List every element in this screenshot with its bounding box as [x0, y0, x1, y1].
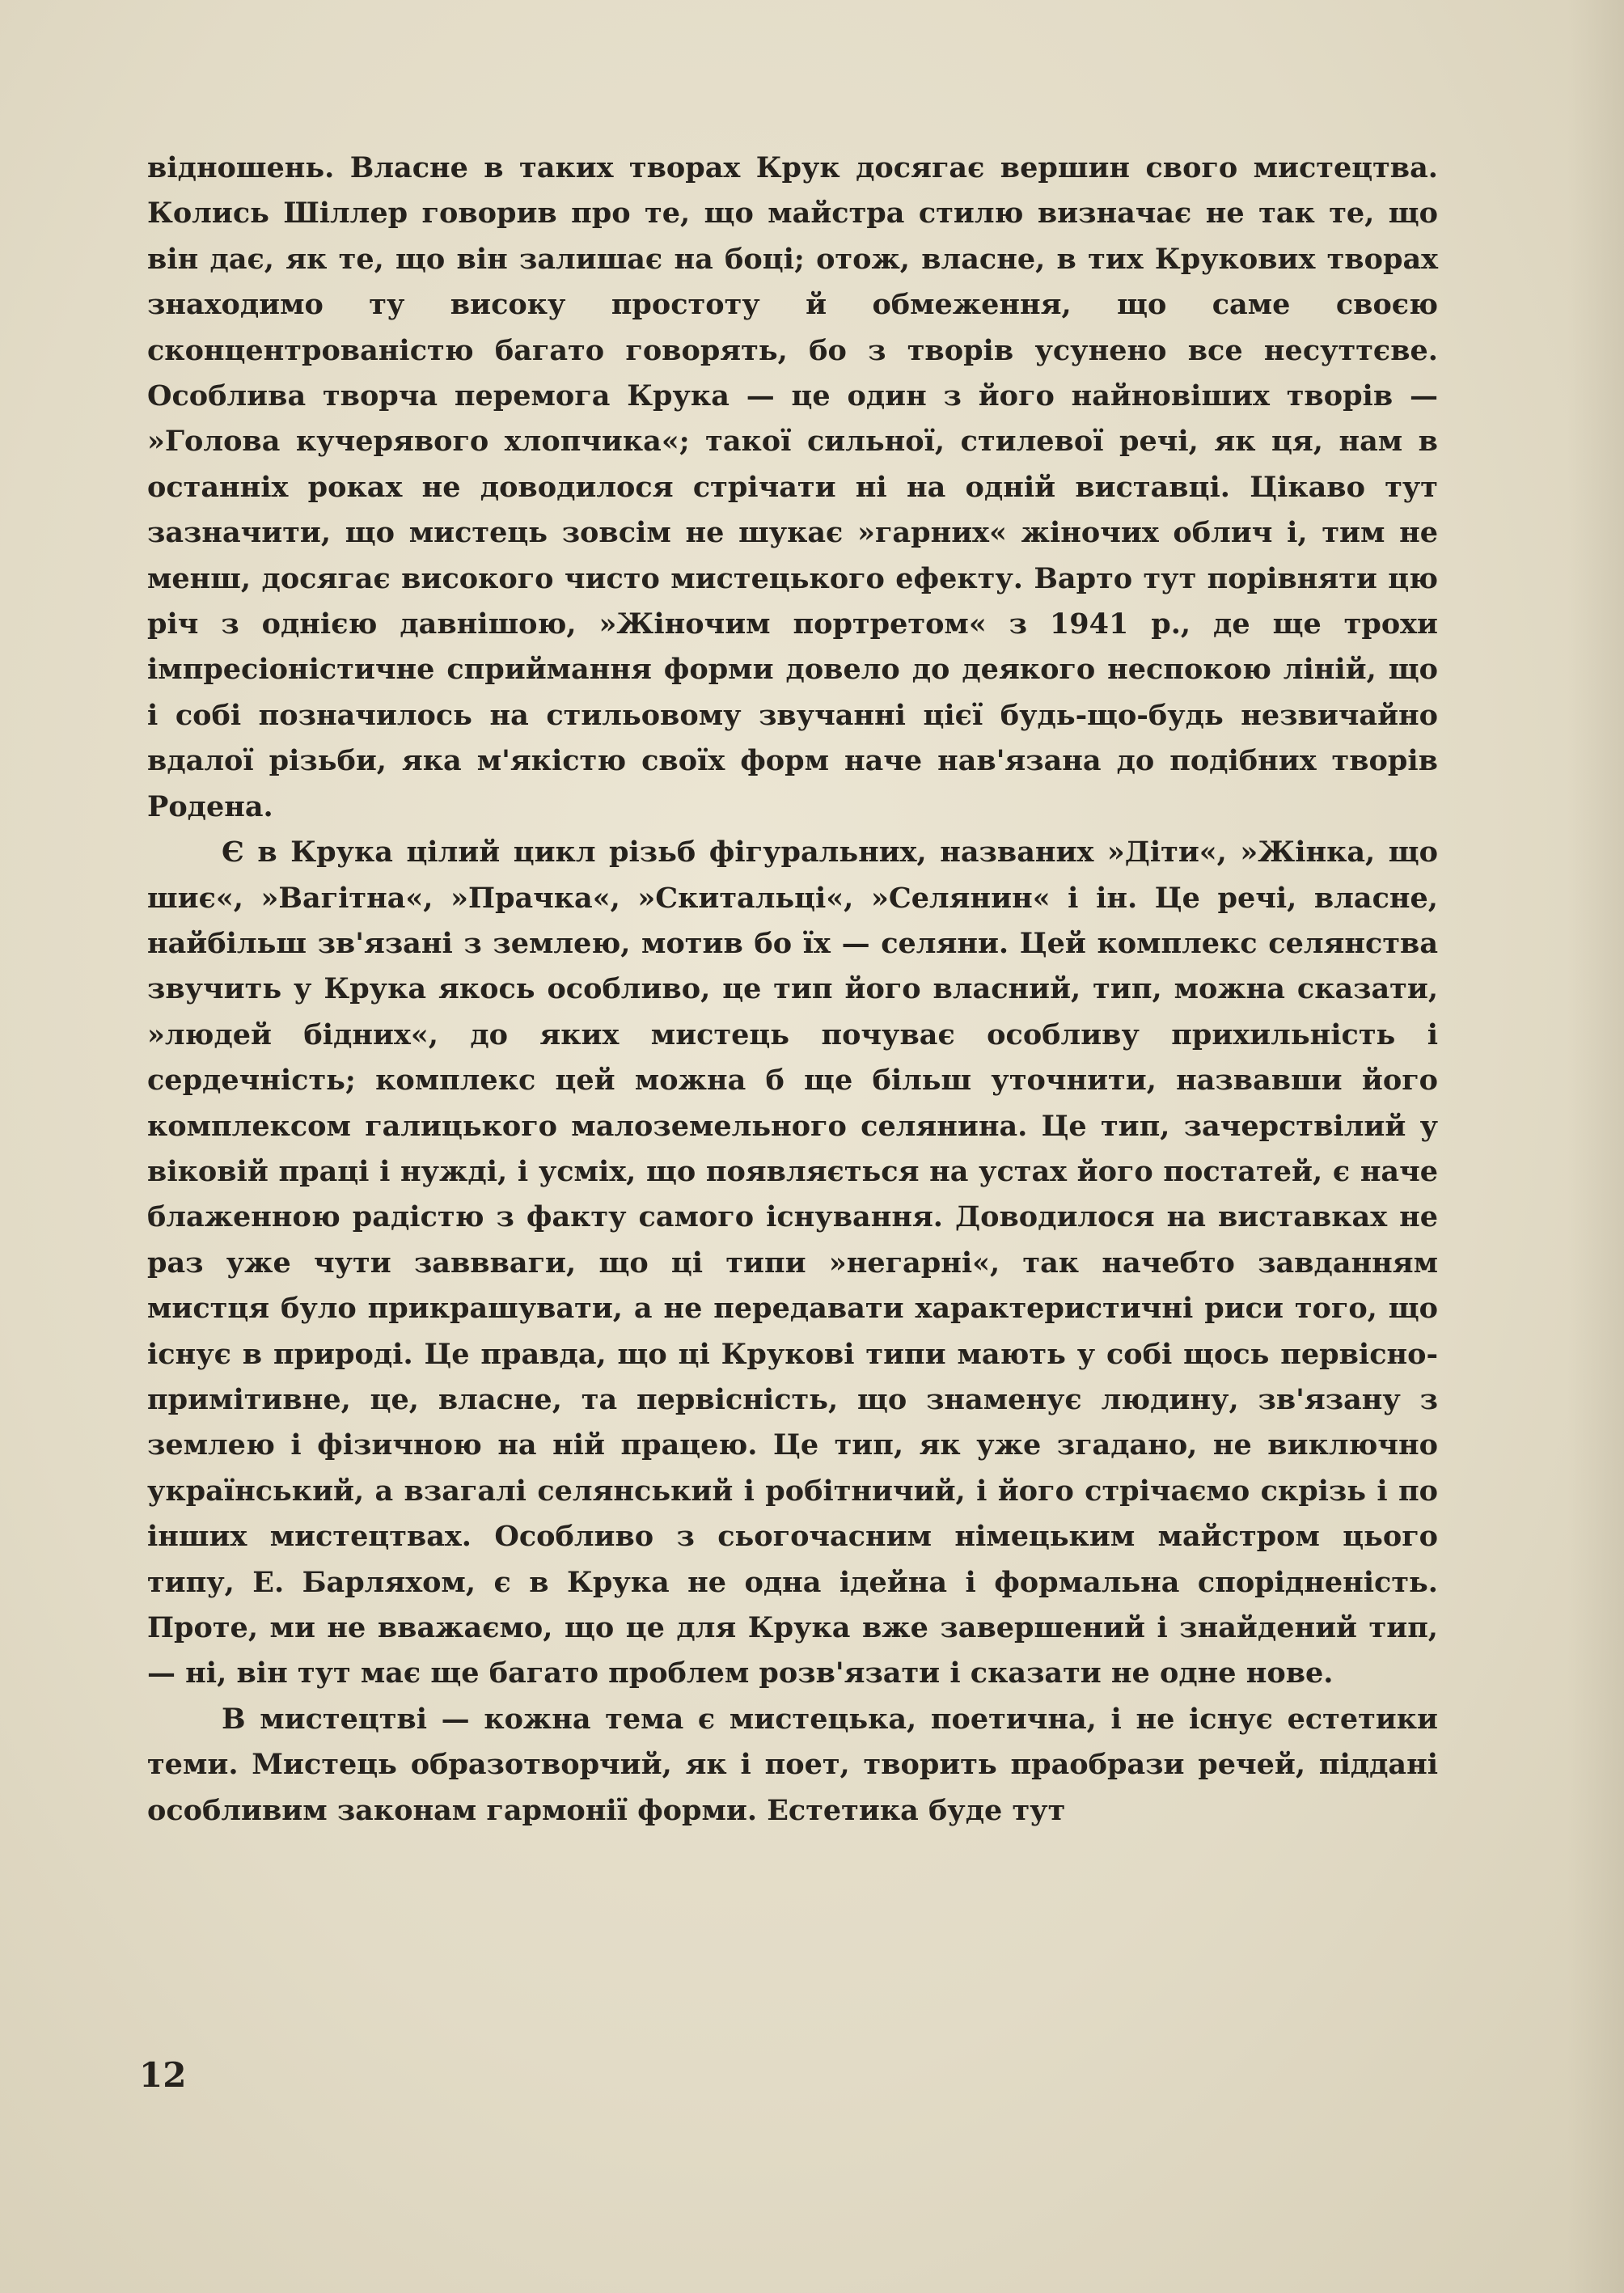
- text-column: [147, 146, 1438, 1834]
- paragraph-1: відношень. Власне в таких творах Крук досягає вершин свого мистецтва. Колись Шіллер говорив про те, що майстра стилю визначає не так те, що він дає, як те, що він залишає на боці; отож, власне, в тих Крукових творах знаходимо ту високу простоту й обмеження, що саме своєю сконцентрованістю багато говорять, бо з творів усунено все несуттєве. Особлива творча перемога Крука — це один з його найновіших творів — »Голова кучерявого хлопчика«; такої сильної, стилевої речі, як ця, нам в останніх роках не доводилося стрічати ні на одній виставці. Цікаво тут зазначити, що мистець зовсім не шукає »гарних« жіночих облич і, тим не менш, досягає високого чисто мистецького ефекту. Варто тут порівняти цю річ з однією давнішою, »Жіночим портретом« з 1941 р., де ще трохи імпресіоністичне сприймання форми довело до деякого неспокою ліній, що і собі позначилось на стильовому звучанні цієї будь-що-будь незвичайно вдалої різьби, яка м'якістю своїх форм наче нав'язана до подібних творів Родена.: [147, 151, 1438, 823]
- paragraph-2: Є в Крука цілий цикл різьб фігуральних, названих »Діти«, »Жінка, що шиє«, »Вагітна«, »Прачка«, »Скитальці«, »Селянин« і ін. Це речі, власне, найбільш зв'язані з землею, мотив бо їх — селяни. Цей комплекс селянства звучить у Крука якось особливо, це тип його власний, тип, можна сказати, »людей бідних«, до яких мистець почуває особливу прихильність і сердечність; комплекс цей можна б ще більш уточнити, назвавши його комплексом галицького малоземельного селянина. Це тип, зачерствілий у віковій праці і нужді, і усміх, що появляється на устах його постатей, є наче блаженною радістю з факту самого існування. Доводилося на виставках не раз уже чути заввваги, що ці типи »негарні«, так начебто завданням мистця було прикрашувати, а не передавати характеристичні риси того, що існує в природі. Це правда, що ці Крукові типи мають у собі щось первісно-примітивне, це, власне, та первісність, що знаменує людину, зв'язану з землею і фізичною на ній працею. Це тип, як уже згадано, не виключно український, а взагалі селянський і робітничий, і його стрічаємо скрізь і по інших мистецтвах. Особливо з сьогочасним німецьким майстром цього типу, Е. Барляхом, є в Крука не одна ідейна і формальна спорідненість. Проте, ми не вважаємо, що це для Крука вже завершений і знайдений тип, — ні, він тут має ще багато проблем розв'язати і сказати не одне нове.: [147, 836, 1438, 1690]
- paragraph-3: В мистецтві — кожна тема є мистецька, поетична, і не існує естетики теми. Мистець образотворчий, як і поет, творить праобрази речей, піддані особливим законам гармонії форми. Естетика буде тут: [147, 1702, 1438, 1827]
- page-number: 12: [139, 2055, 187, 2095]
